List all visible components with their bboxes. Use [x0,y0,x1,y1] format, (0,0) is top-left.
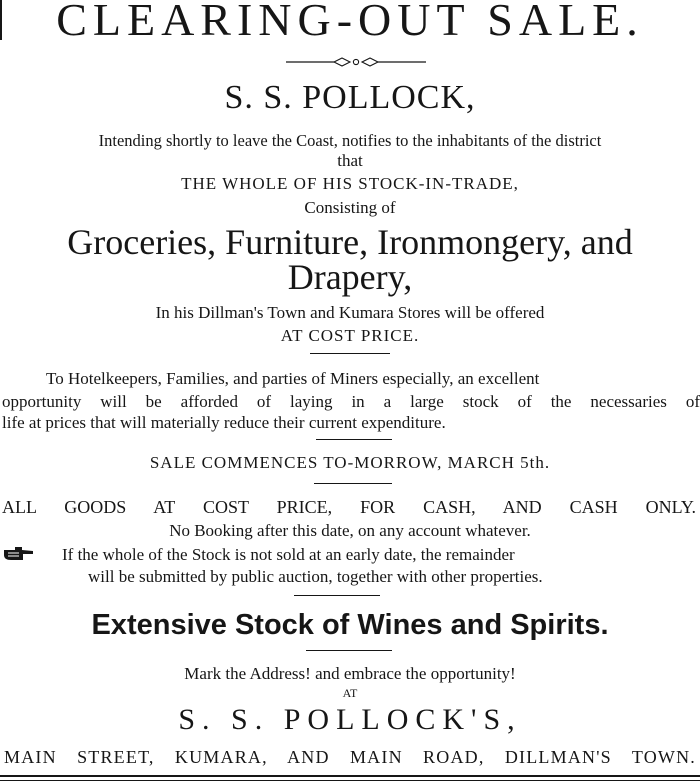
paragraph-line-1: To Hotelkeepers, Families, and parties of Miners especially, an excellent [46,369,540,388]
intro-line-1: Intending shortly to leave the Coast, notifies to the inhabitants of the district [98,131,602,150]
consisting-of: Consisting of [304,198,396,217]
divider-rule [314,483,392,484]
bottom-rule [0,775,700,777]
sale-commences: SALE COMMENCES TO-MORROW, MARCH 5th. [149,453,551,472]
notice-line-2: will be submitted by public auction, together with other properties. [88,567,543,586]
goods-line-1: Groceries, Furniture, Ironmongery, and [67,222,633,262]
cost-price: AT COST PRICE. [280,326,420,345]
cash-only: ALL GOODS AT COST PRICE, FOR CASH, AND CASH ONLY. [2,497,696,517]
address-line: MAIN STREET, KUMARA, AND MAIN ROAD, DILLMAN'S TOWN. [4,747,696,767]
divider-rule [294,595,380,596]
paragraph-line-2: opportunity will be afforded of laying in a large stock of the necessaries of [2,392,700,411]
proprietor-name: S. S. POLLOCK, [224,79,476,116]
pointing-hand-icon [2,545,36,563]
stores-line: In his Dillman's Town and Kumara Stores will be offered [155,303,545,322]
proprietor-possessive: S. S. POLLOCK'S, [178,703,522,736]
divider-rule [306,650,392,651]
no-booking: No Booking after this date, on any account whatever. [169,521,531,540]
paragraph-line-3: life at prices that will materially reduce their current expenditure. [2,413,446,432]
mark-the-address: Mark the Address! and embrace the opportunity! [184,664,516,683]
ornamental-rule-icon [286,55,426,69]
notice-line-1: If the whole of the Stock is not sold at an early date, the remainder [62,545,515,564]
headline: CLEARING-OUT SALE. [56,0,644,45]
stock-heading: THE WHOLE OF HIS STOCK-IN-TRADE, [181,174,519,193]
at-label: AT [342,686,358,700]
wines-and-spirits: Extensive Stock of Wines and Spirits. [91,609,609,641]
divider-rule [310,353,390,354]
divider-rule [316,439,392,440]
bottom-rule-thin [0,780,700,781]
intro-line-2: that [337,151,363,170]
goods-line-2: Drapery, [287,257,413,297]
